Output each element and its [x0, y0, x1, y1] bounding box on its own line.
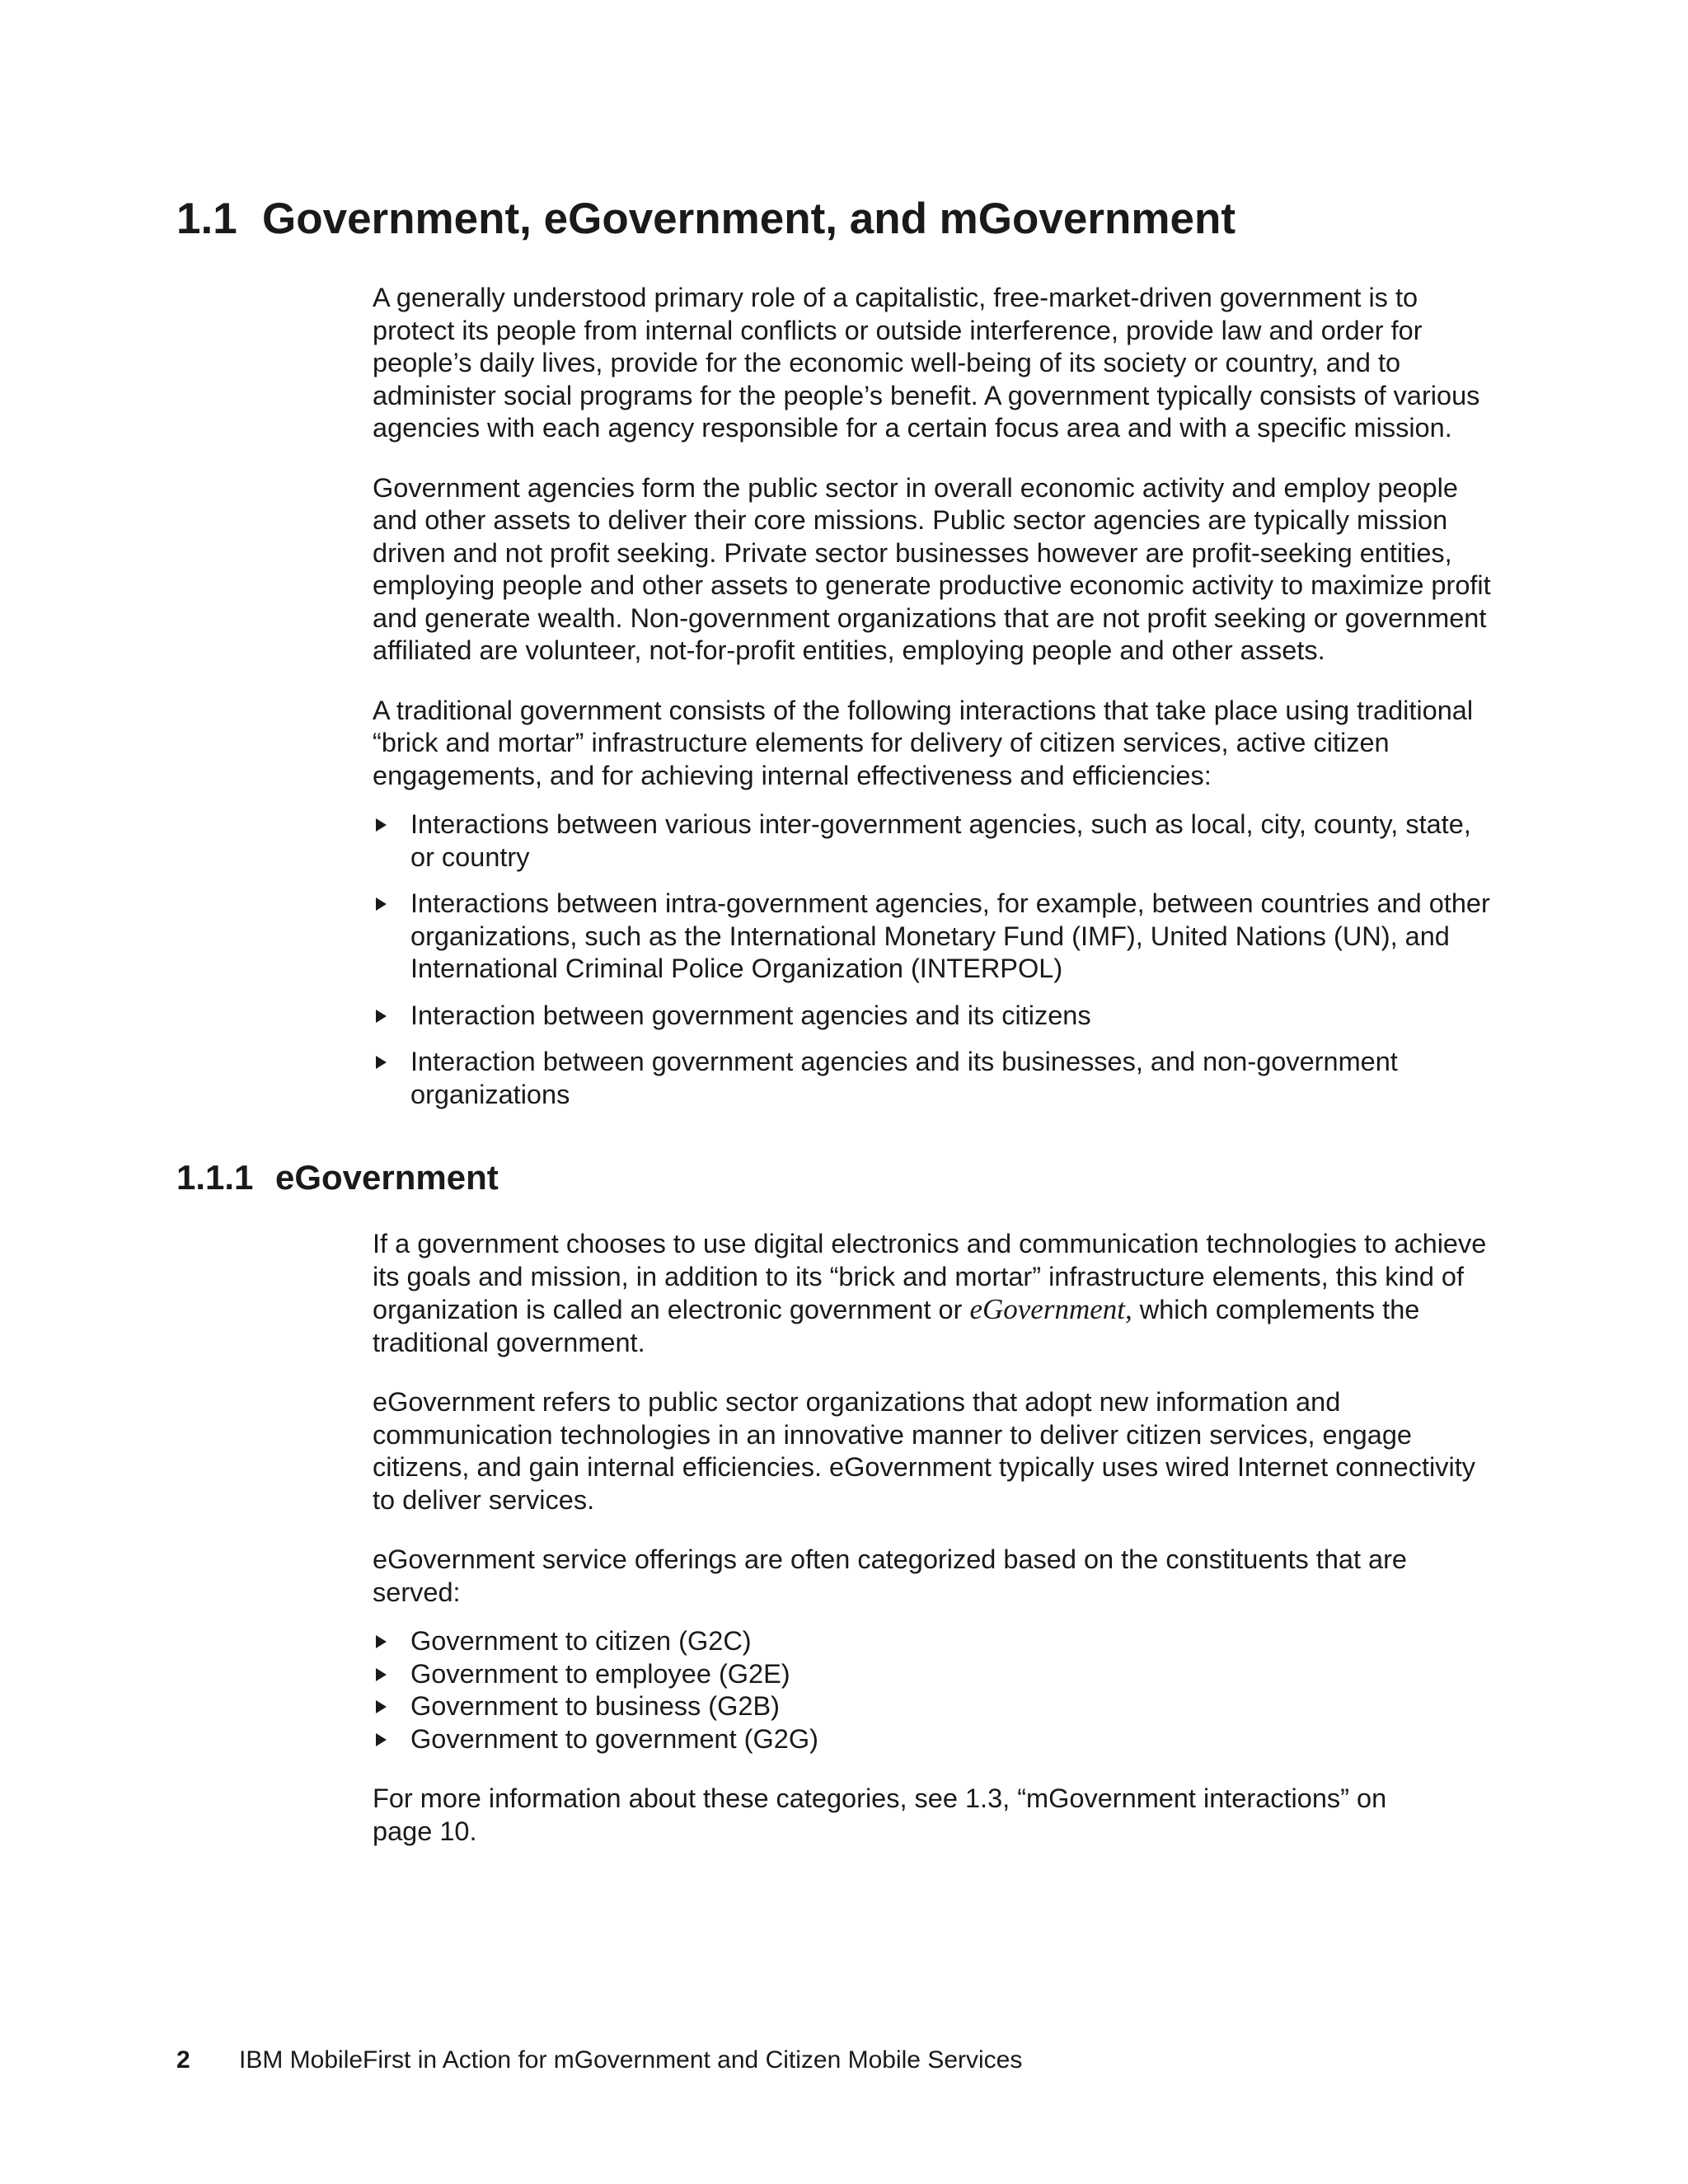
section-number: 1.1.1 [176, 1158, 254, 1197]
section-heading-1-1 [176, 191, 1236, 247]
paragraph-text: which complements the traditional government. [373, 1295, 1420, 1357]
paragraph-text: page 10. [373, 1816, 477, 1846]
bullet-triangle-icon [376, 1668, 387, 1681]
section-1-1-body [373, 282, 1502, 1138]
list-item-text: Government to citizen (G2C) [410, 1626, 752, 1656]
section-heading-1-1-1 [176, 1155, 499, 1201]
italic-term: eGovernment, [969, 1293, 1132, 1325]
list-item [373, 808, 1502, 874]
paragraph: Government agencies form the public sector in overall economic activity and employ people and other assets to deliver their core missions. Public sector agencies are typically mission driven and not profit seeking. Private sector businesses however are profit-seeking entities, employing people and other assets to generate productive economic activity to maximize profit and generate wealth. Non-government organizations that are not profit seeking or government affiliated are volunteer, not-for-profit entities, employing people and other assets. [373, 472, 1491, 665]
list-item-text: Government to government (G2G) [410, 1723, 818, 1754]
paragraph: eGovernment refers to public sector organizations that adopt new information and communication technologies in an innovative manner to deliver citizen services, engage citizens, and gain internal efficiencies. eGovernment typically uses wired Internet connectivity to deliver services. [373, 1387, 1475, 1515]
bullet-triangle-icon [376, 1700, 387, 1713]
list-item [373, 1723, 1502, 1756]
paragraph: eGovernment service offerings are often categorized based on the constituents that are served: [373, 1544, 1408, 1607]
list-item [373, 1625, 1502, 1658]
categories-list [373, 1625, 1502, 1755]
list-item [373, 1658, 1502, 1691]
section-title: Government, eGovernment, and mGovernment [262, 194, 1236, 243]
paragraph-text: If a government chooses to use digital electronics and communication technologies to achieve its goals and mission, in addition to its “brick and mortar” infrastructure elements, this kind of organization is called an electronic government or [373, 1229, 1487, 1324]
cross-reference-paragraph [373, 1783, 1502, 1848]
book-title: IBM MobileFirst in Action for mGovernment and Citizen Mobile Services [239, 2046, 1023, 2074]
list-item-text: Interaction between government agencies and its citizens [410, 1000, 1091, 1030]
interactions-list [373, 808, 1502, 1111]
page-number: 2 [176, 2046, 190, 2074]
bullet-triangle-icon [376, 818, 387, 832]
bullet-triangle-icon [376, 898, 387, 911]
bullet-triangle-icon [376, 1733, 387, 1746]
list-item-text: Interaction between government agencies and its businesses, and non-government organizations [410, 1047, 1398, 1109]
paragraph: A traditional government consists of the following interactions that take place using traditional “brick and mortar” infrastructure elements for delivery of citizen services, active citizen engagements, and for achieving internal effectiveness and efficiencies: [373, 695, 1474, 790]
paragraph: A generally understood primary role of a capitalistic, free-market-driven government is to protect its people from internal conflicts or outside interference, provide law and order for people’s daily lives, provide for the economic well-being of its society or country, and to administer social programs for the people’s benefit. A government typically consists of various agencies with each agency responsible for a certain focus area and with a specific mission. [373, 283, 1480, 443]
list-item-text: Interactions between various inter-government agencies, such as local, city, county, state, or country [410, 809, 1471, 872]
bullet-triangle-icon [376, 1056, 387, 1069]
list-item [373, 1690, 1502, 1723]
page-footer [176, 2044, 1022, 2077]
list-item-text: Government to employee (G2E) [410, 1658, 790, 1689]
paragraph [373, 1228, 1502, 1359]
paragraph-text: For more information about these categories, see 1.3, “mGovernment interactions” on [373, 1783, 1387, 1813]
list-item [373, 1000, 1502, 1033]
section-number: 1.1 [176, 194, 237, 243]
list-item [373, 888, 1502, 986]
list-item-text: Government to business (G2B) [410, 1691, 780, 1721]
section-title: eGovernment [275, 1158, 499, 1197]
bullet-triangle-icon [376, 1635, 387, 1648]
bullet-triangle-icon [376, 1010, 387, 1023]
list-item [373, 1046, 1502, 1111]
section-1-1-1-body [373, 1228, 1502, 1875]
list-item-text: Interactions between intra-government agencies, for example, between countries and other organizations, such as the International Monetary Fund (IMF), United Nations (UN), and International Criminal Police Organization (INTERPOL) [410, 888, 1490, 983]
